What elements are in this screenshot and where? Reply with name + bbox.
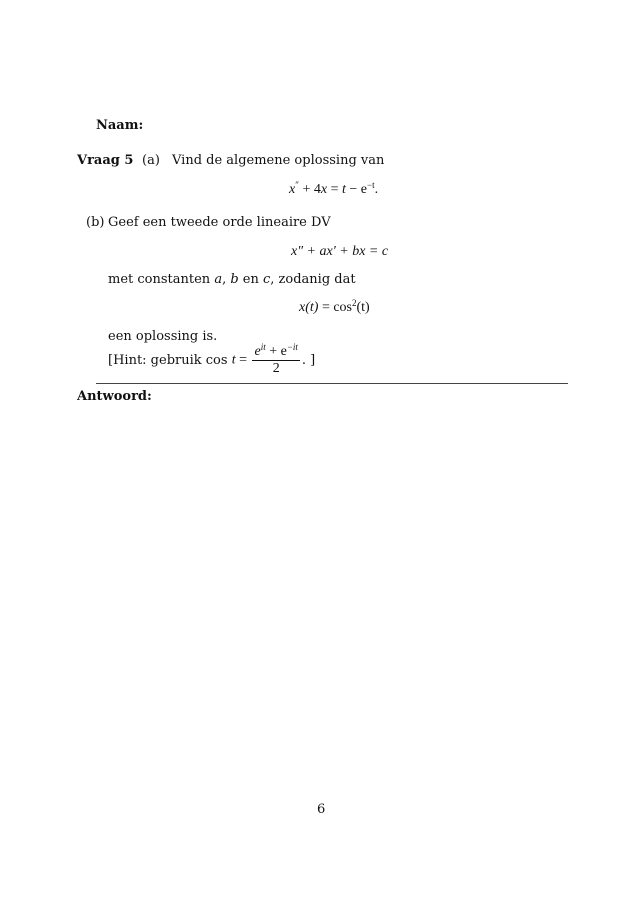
page-number: 6 <box>317 802 326 817</box>
solution-suffix: een oplossing is. <box>108 329 218 344</box>
part-a-marker: (a) <box>142 153 160 168</box>
part-a-equation: $x'' + 4x = t - e^{-t}$. <box>289 180 379 197</box>
part-b-marker: (b) <box>86 215 105 230</box>
answer-label: Antwoord: <box>77 389 152 404</box>
hint: [Hint: gebruik cos t = $\frac{e^{it} + e^{-it}}{2}$ . ] <box>108 342 316 376</box>
solution-equation: $x(t) = \cos^2(t)$ <box>299 298 370 315</box>
name-label: Naam: <box>96 118 144 133</box>
constants-text: met constanten a, b en c, zodanig dat <box>108 272 356 287</box>
part-b-equation: x″ + ax′ + bx = c <box>291 244 389 259</box>
part-b-text: Geef een tweede orde lineaire DV <box>108 215 331 230</box>
hint-fraction: $\frac{e^{it} + e^{-it}}{2}$ <box>254 342 298 376</box>
horizontal-divider <box>96 383 568 384</box>
question-label: Vraag 5 <box>77 153 134 168</box>
part-a-text: Vind de algemene oplossing van <box>172 153 385 168</box>
